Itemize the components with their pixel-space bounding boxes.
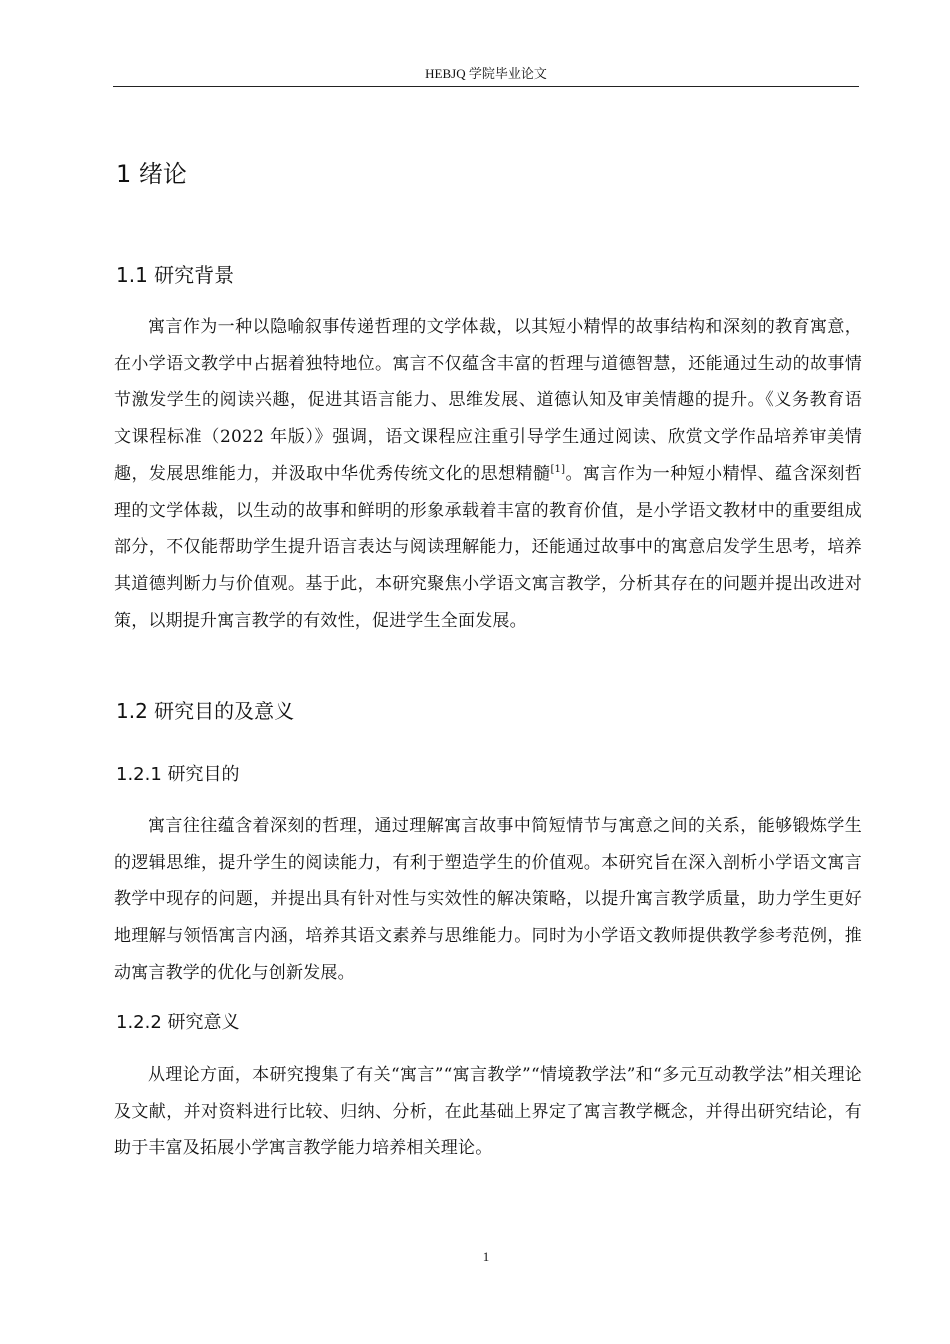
subsection-title-1-2-1: 1.2.1 研究目的 (116, 764, 240, 785)
section-title-1-1: 1.1 研究背景 (116, 263, 235, 287)
paragraph-research-significance: 从理论方面，本研究搜集了有关“寓言”“寓言教学”“情境教学法”和“多元互动教学法”相关理论及文献，并对资料进行比较、归纳、分析，在此基础上界定了寓言教学概念，并得出研究结论，有助于丰富及拓展小学寓言教学能力培养相关理论。 (114, 1065, 862, 1159)
page-number: 1 (482, 1249, 490, 1264)
citation-marker: [1] (550, 463, 566, 475)
paragraph-research-background (114, 309, 862, 639)
section-title-1-2: 1.2 研究目的及意义 (116, 699, 295, 723)
paragraph-research-purpose: 寓言往往蕴含着深刻的哲理，通过理解寓言故事中简短情节与寓意之间的关系，能够锻炼学生的逻辑思维，提升学生的阅读能力，有利于塑造学生的价值观。本研究旨在深入剖析小学语文寓言教学中现存的问题，并提出具有针对性与实效性的解决策略，以提升寓言教学质量，助力学生更好地理解与领悟寓言内涵，培养其语文素养与思维能力。同时为小学语文教师提供教学参考范例，推动寓言教学的优化与创新发展。 (114, 816, 862, 983)
paragraph-text: 。寓言作为一种短小精悍、蕴含深刻哲理的文学体裁，以生动的故事和鲜明的形象承载着丰富的教育价值，是小学语文教材中的重要组成部分，不仅能帮助学生提升语言表达与阅读理解能力，还能通过故事中的寓意启发学生思考，培养其道德判断力与价值观。基于此，本研究聚焦小学语文寓言教学，分析其存在的问题并提出改进对策，以期提升寓言教学的有效性，促进学生全面发展。 (114, 463, 863, 631)
header-rule (113, 86, 859, 87)
running-header: HEBJQ 学院毕业论文 (425, 66, 547, 81)
subsection-title-1-2-2: 1.2.2 研究意义 (116, 1012, 240, 1033)
chapter-title: 1 绪论 (116, 160, 187, 188)
paragraph-text: 寓言作为一种以隐喻叙事传递哲理的文学体裁，以其短小精悍的故事结构和深刻的教育寓意，在小学语文教学中占据着独特地位。寓言不仅蕴含丰富的哲理与道德智慧，还能通过生动的故事情节激发学生的阅读兴趣，促进其语言能力、思维发展、道德认知及审美情趣的提升。《义务教育语文课程标准（2022 年版）》强调，语文课程应注重引导学生通过阅读、欣赏文学作品培养审美情趣，发展思维能力，并汲取中华优秀传统文化的思想精髓 (114, 317, 862, 484)
